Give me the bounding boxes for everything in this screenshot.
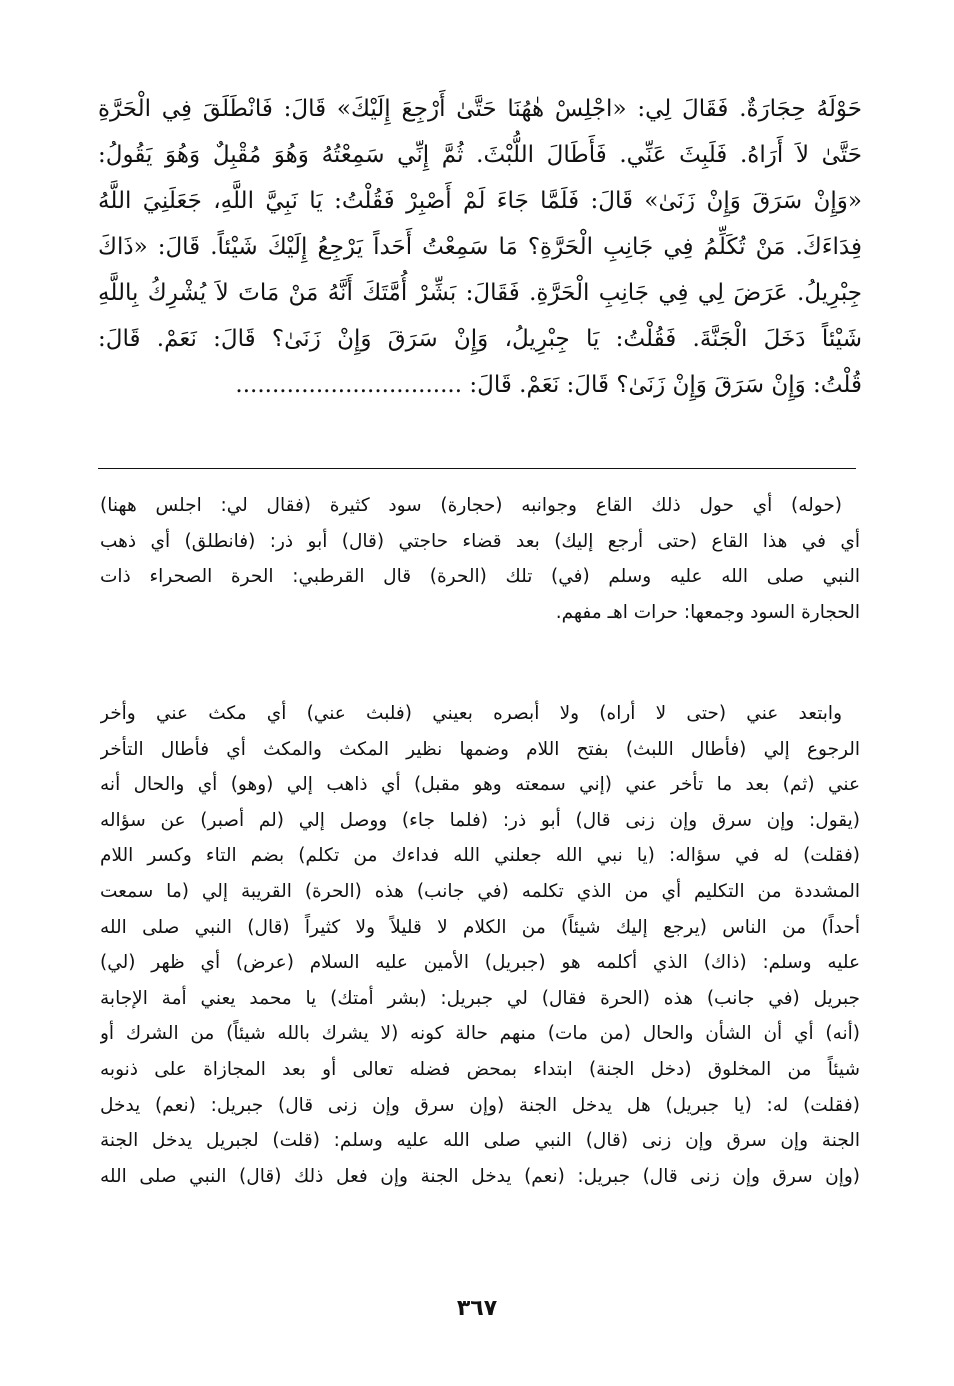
commentary-line: الرجوع إلي (فأطال اللبث) بفتح اللام وضمها نظير المكث والمكث أي فأطال التأخر	[100, 738, 860, 760]
commentary-line: جبريل (في جانب) هذه (الحرة فقال) لي جبريل: (بشر أمتك) يا محمد يعني أمة الإجابة	[100, 987, 860, 1009]
commentary-line: الجنة وإن سرق وإن زنى (قال) النبي صلى الله عليه وسلم: (قلت) لجبريل يدخل الجنة	[100, 1130, 860, 1152]
commentary-line: (حوله) أي حول ذلك القاع وجوانبه (حجارة) سود كثيرة (فقال لي: اجلس ههنا)	[100, 495, 842, 516]
commentary-line: عليه وسلم: (ذاك) الذي أكلمه هو (جبريل) الأمين عليه السلام (عرض) أي ظهر (لي)	[100, 952, 860, 974]
hadith-line: جِبْرِيلُ. عَرَضَ لِي فِي جَانِبِ الْحَرَّةِ. فَقَالَ: بَشِّرْ أُمَّتَكَ أَنَّهُ مَنْ مَاتَ لاَ يُشْرِكُ بِاللَّهِ	[98, 280, 862, 306]
section-divider	[98, 468, 856, 469]
commentary-line: المشددة من التكليم أي من الذي تكلمه (في جانب) هذه (الحرة) القريبة إلي (ما سمعت	[100, 880, 860, 902]
commentary-line: (يقول: وإن سرق وإن زنى قال) أبو ذر: (فلما جاء) ووصل إلي (لم أصبر) عن سؤاله	[100, 809, 860, 831]
hadith-line: قُلْتُ: وَإِنْ سَرَقَ وَإِنْ زَنَىٰ؟ قَالَ: نَعَمْ. قَالَ: ...............................	[235, 372, 862, 398]
hadith-line: «وَإِنْ سَرَقَ وَإِنْ زَنَىٰ» قَالَ: فَلَمَّا جَاءَ لَمْ أَصْبِرْ فَقُلْتُ: يَا نَبِيَّ اللَّهِ، جَعَلَنِيَ اللَّهُ	[98, 188, 862, 214]
commentary-line: (أنه) أي أن الشأن والحال (من مات) منهم حالة كونه (لا يشرك بالله شيئاً) من الشرك أو	[100, 1023, 860, 1045]
commentary-line: شيئاً من المخلوق (دخل الجنة) ابتداء بمحض فضله تعالى أو بعد المجازاة على ذنوبه	[100, 1058, 860, 1080]
commentary-line: النبي صلى الله عليه وسلم (في) تلك (الحرة) قال القرطبي: الحرة الصحراء ذات	[100, 566, 860, 588]
hadith-line: حَتَّىٰ لاَ أَرَاهُ. فَلَبِثَ عَنِّي. فَأَطَالَ اللُّبْثَ. ثُمَّ إِنِّي سَمِعْتُهُ وَهُوَ مُقْبِلٌ وَهُوَ يَقُولُ:	[98, 142, 862, 168]
commentary-line: (فقلت) له: (يا جبريل) هل يدخل الجنة (وإن سرق وإن زنى قال) جبريل: (نعم) يدخل	[100, 1094, 860, 1116]
page-number: ٣٦٧	[456, 1296, 498, 1321]
commentary-paragraph-2	[100, 696, 860, 1194]
commentary-line: أي في هذا القاع (حتى أرجع إليك) بعد قضاء حاجتي (قال) أبو ذر: (فانطلق) أي ذهب	[100, 530, 860, 552]
hadith-line: حَوْلَهُ حِجَارَةٌ. فَقَالَ لِي: «اجْلِسْ هٰهُنَا حَتَّىٰ أَرْجِعَ إِلَيْكَ» قَالَ: فَانْطَلَقَ فِي الْحَرَّةِ	[98, 96, 862, 122]
commentary-line: (وإن سرق وإن زنى قال) جبريل: (نعم) يدخل الجنة وإن فعل ذلك (قال) النبي صلى الله	[100, 1165, 860, 1187]
commentary-line: الحجارة السود وجمعها: حرات اهـ مفهم.	[555, 601, 860, 623]
commentary-paragraph-1	[100, 488, 860, 630]
hadith-paragraph	[98, 86, 862, 408]
commentary-line: أحداً) من الناس (يرجع إليك شيئاً) من الكلام لا قليلاً ولا كثيراً (قال) النبي صلى الله	[100, 916, 860, 938]
hadith-line: شَيْئاً دَخَلَ الْجَنَّةَ. فَقُلْتُ: يَا جِبْرِيلُ، وَإِنْ سَرَقَ وَإِنْ زَنَىٰ؟ قَالَ: نَعَمْ. قَالَ:	[98, 326, 862, 352]
commentary-line: (فقلت) له في سؤاله: (يا نبي الله جعلني الله فداءك من تكلم) بضم التاء وكسر اللام	[100, 845, 860, 867]
hadith-text-block	[98, 86, 862, 408]
commentary-line: عني (ثم) بعد ما تأخر عني (إني سمعته وهو مقبل) أي ذاهب إلي (وهو) أي والحال أنه	[100, 774, 860, 796]
commentary-line: وابتعد عني (حتى لا أراه) ولا أبصره بعيني (فلبث عني) أي مكث عني وأخر	[100, 703, 842, 724]
hadith-line: فِدَاءَكَ. مَنْ تُكَلِّمُ فِي جَانِبِ الْحَرَّةِ؟ مَا سَمِعْتُ أَحَداً يَرْجِعُ إِلَيْكَ شَيْئاً. قَالَ: «ذَاكَ	[98, 234, 862, 260]
